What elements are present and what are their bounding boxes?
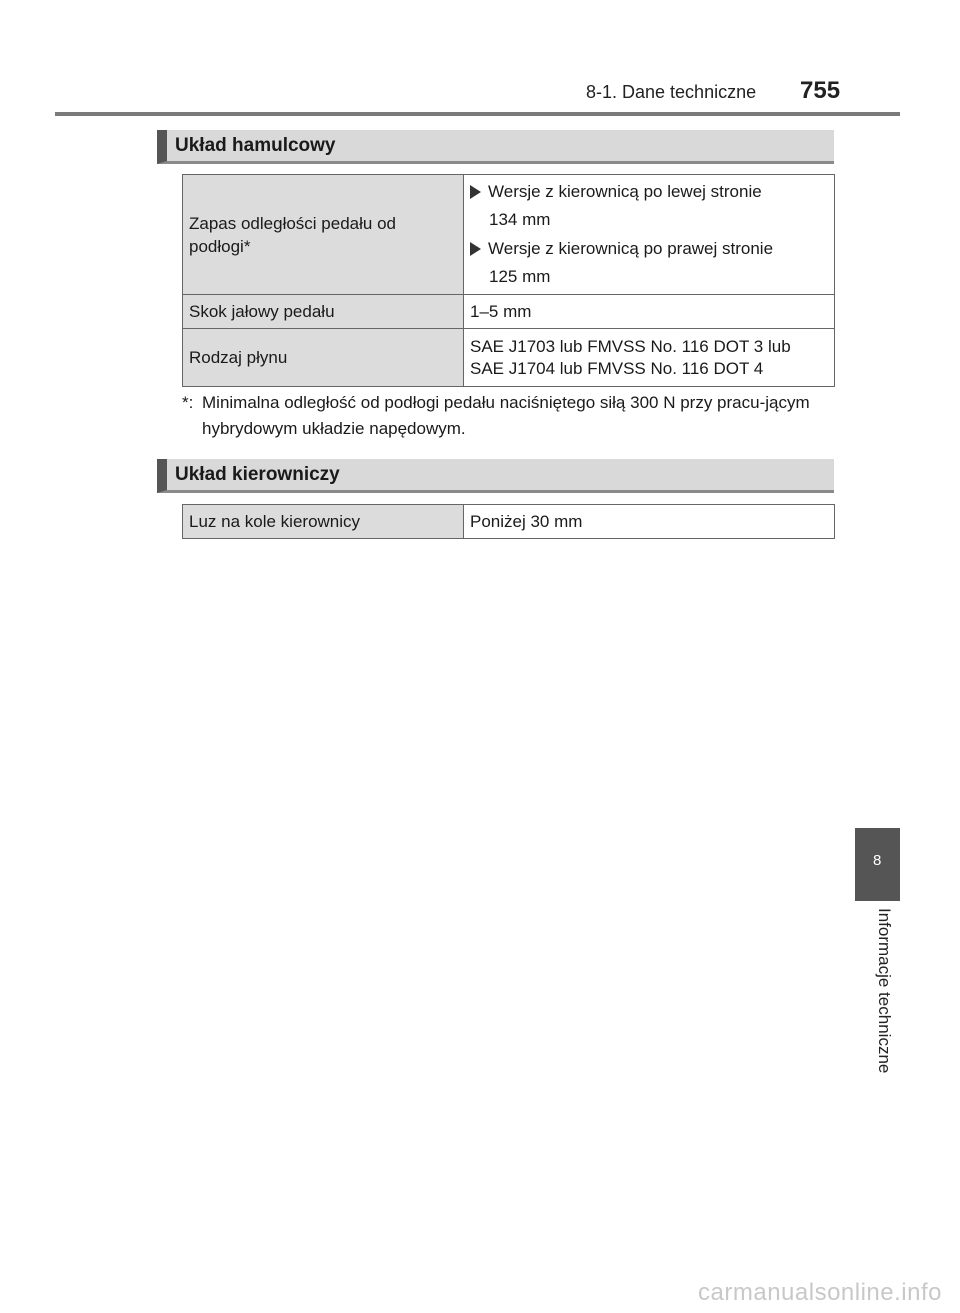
variant-lhd-name: Wersje z kierownicą po lewej stronie	[488, 181, 762, 201]
steering-spec-table	[182, 504, 835, 539]
chapter-label: Informacje techniczne	[875, 908, 894, 1074]
table-row	[183, 329, 835, 387]
fluid-type-label: Rodzaj płynu	[183, 329, 464, 387]
steering-section-heading	[157, 459, 834, 493]
variant-lhd	[470, 178, 828, 207]
table-row	[183, 295, 835, 329]
section-title: 8-1. Dane techniczne	[586, 82, 757, 102]
pedal-play-label: Skok jałowy pedału	[183, 295, 464, 329]
wheel-play-label: Luz na kole kierownicy	[183, 505, 464, 539]
page-number: 755	[800, 77, 841, 104]
table-row	[183, 505, 835, 539]
footnote	[182, 390, 837, 442]
pedal-play-value: 1–5 mm	[464, 295, 835, 329]
variant-rhd-value: 125 mm	[489, 267, 551, 286]
brake-spec-table	[182, 174, 835, 387]
steering-section-title: Układ kierowniczy	[175, 464, 340, 485]
triangle-bullet-icon	[470, 242, 481, 256]
footnote-mark: *:	[182, 393, 194, 412]
variant-rhd	[470, 235, 828, 264]
footnote-text: Minimalna odległość od podłogi pedału naciśniętego siłą 300 N przy pracu-jącym hybrydowym układzie napędowym.	[202, 393, 810, 438]
row-value	[464, 175, 835, 295]
fluid-type-value	[464, 329, 835, 387]
variant-lhd-value: 134 mm	[489, 210, 551, 229]
row-label	[183, 175, 464, 295]
fluid-type-line-2: SAE J1704 lub FMVSS No. 116 DOT 4	[470, 358, 764, 378]
table-row	[183, 175, 835, 295]
wheel-play-value: Poniżej 30 mm	[464, 505, 835, 539]
fluid-type-line-1: SAE J1703 lub FMVSS No. 116 DOT 3 lub	[470, 336, 791, 356]
brake-section-title: Układ hamulcowy	[175, 135, 336, 156]
variant-rhd-name: Wersje z kierownicą po prawej stronie	[488, 238, 774, 258]
watermark: carmanualsonline.info	[698, 1279, 942, 1306]
header-rule	[55, 112, 900, 116]
brake-section-heading	[157, 130, 834, 164]
chapter-tab	[855, 828, 900, 901]
triangle-bullet-icon	[470, 185, 481, 199]
pedal-clearance-label: Zapas odległości pedału od podłogi*	[189, 213, 396, 256]
chapter-number: 8	[873, 852, 882, 869]
